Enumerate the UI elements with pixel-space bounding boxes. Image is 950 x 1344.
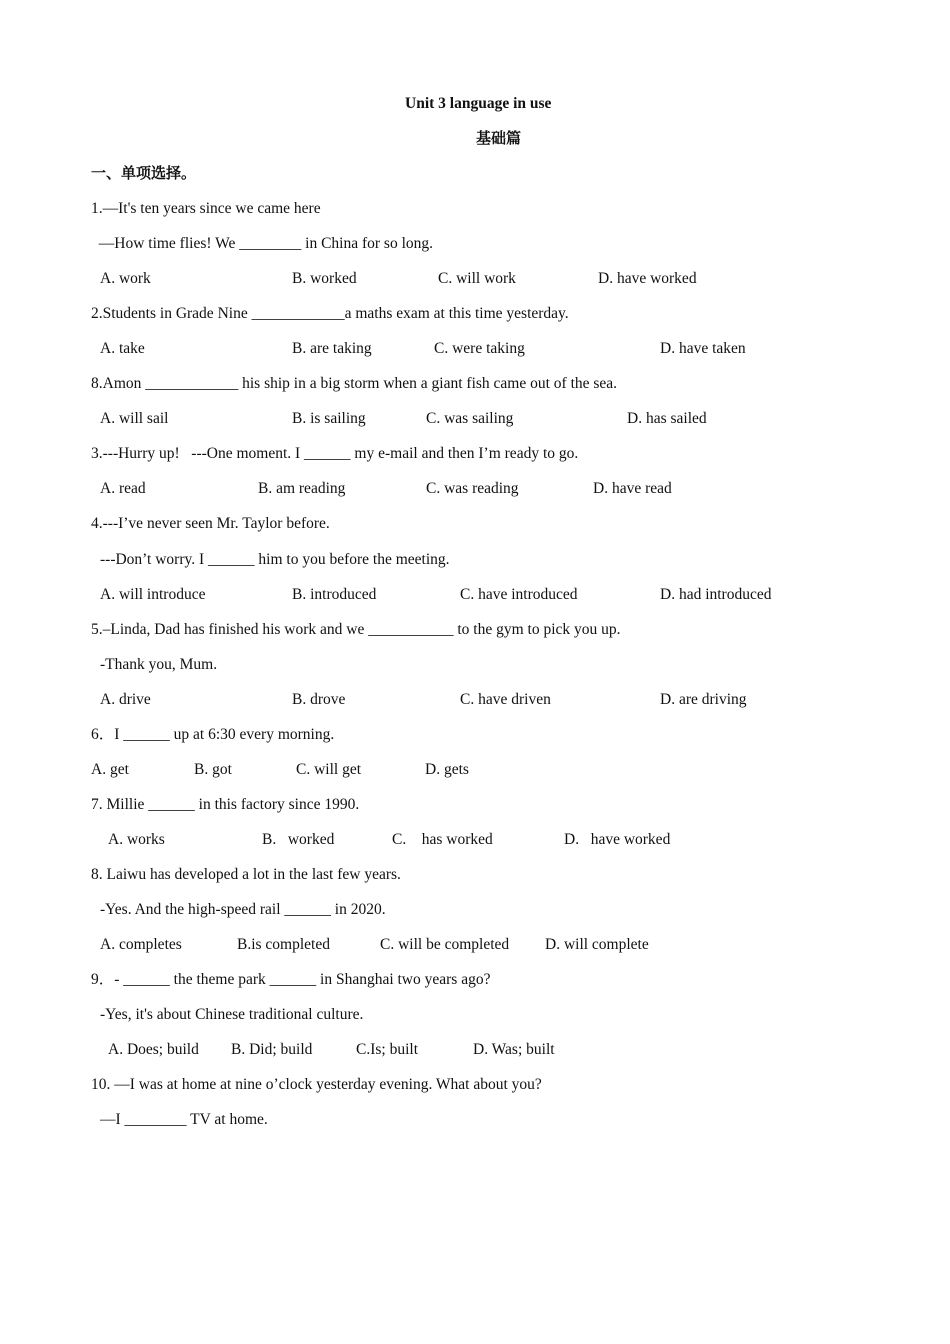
question-2-option-b: B. are taking	[292, 340, 372, 357]
question-8-option-a: A. completes	[100, 936, 182, 953]
question-7-option-d: D. have worked	[564, 831, 671, 848]
question-3-option-b: B. am reading	[258, 480, 346, 497]
page-title: Unit 3 language in use	[405, 95, 552, 112]
page-subtitle: 基础篇	[476, 129, 522, 147]
question-5-option-d: D. are driving	[660, 691, 747, 708]
question-5-option-a: A. drive	[100, 691, 151, 708]
question-amon-stem: 8.Amon ____________ his ship in a big storm when a giant fish came out of the sea.	[91, 375, 618, 392]
question-amon-option-c: C. was sailing	[426, 410, 514, 427]
question-8-option-d: D. will complete	[545, 936, 649, 953]
question-1-stem: 1.—It's ten years since we came here	[91, 200, 321, 217]
question-5-stem-2: -Thank you, Mum.	[100, 656, 218, 673]
question-8-option-b: B.is completed	[237, 936, 330, 953]
question-2-option-a: A. take	[100, 340, 145, 357]
question-9-option-d: D. Was; built	[473, 1041, 555, 1058]
question-9-stem-2: -Yes, it's about Chinese traditional culture.	[100, 1006, 364, 1023]
question-1-option-d: D. have worked	[598, 270, 697, 287]
question-amon-option-b: B. is sailing	[292, 410, 366, 427]
question-9-option-a: A. Does; build	[108, 1041, 199, 1058]
question-10-stem-2: —I ________ TV at home.	[100, 1111, 268, 1128]
question-1-option-a: A. work	[100, 270, 151, 287]
question-2-option-d: D. have taken	[660, 340, 746, 357]
question-4-option-d: D. had introduced	[660, 586, 772, 603]
question-4-stem: 4.---I’ve never seen Mr. Taylor before.	[91, 515, 330, 532]
question-4-option-b: B. introduced	[292, 586, 377, 603]
question-6-option-b: B. got	[194, 761, 232, 778]
question-2-stem: 2.Students in Grade Nine ____________a maths exam at this time yesterday.	[91, 305, 569, 322]
question-10-stem: 10. —I was at home at nine o’clock yesterday evening. What about you?	[91, 1076, 542, 1093]
question-3-option-c: C. was reading	[426, 480, 519, 497]
question-5-stem: 5.–Linda, Dad has finished his work and we ___________ to the gym to pick you up.	[91, 621, 621, 638]
question-6-stem: 6．I ______ up at 6:30 every morning.	[91, 726, 335, 743]
question-8-option-c: C. will be completed	[380, 936, 510, 953]
question-8-stem: 8. Laiwu has developed a lot in the last few years.	[91, 866, 401, 883]
question-2-option-c: C. were taking	[434, 340, 525, 357]
question-8-stem-2: -Yes. And the high-speed rail ______ in 2020.	[100, 901, 386, 918]
question-9-option-b: B. Did; build	[231, 1041, 313, 1058]
question-1-stem-2: —How time flies! We ________ in China for so long.	[91, 235, 434, 252]
question-3-option-d: D. have read	[593, 480, 672, 497]
section-heading: 一、单项选择。	[91, 164, 197, 182]
question-amon-option-d: D. has sailed	[627, 410, 707, 427]
question-7-stem: 7. Millie ______ in this factory since 1990.	[91, 796, 360, 813]
question-6-option-d: D. gets	[425, 761, 469, 778]
question-3-option-a: A. read	[100, 480, 146, 497]
question-6-option-c: C. will get	[296, 761, 362, 778]
question-7-option-b: B. worked	[262, 831, 335, 848]
question-5-option-c: C. have driven	[460, 691, 551, 708]
question-4-stem-2: ---Don’t worry. I ______ him to you before the meeting.	[100, 551, 450, 568]
question-3-stem: 3.---Hurry up! ---One moment. I ______ my e-mail and then I’m ready to go.	[91, 445, 579, 462]
question-4-option-a: A. will introduce	[100, 586, 206, 603]
question-amon-option-a: A. will sail	[100, 410, 169, 427]
question-7-option-c: C. has worked	[392, 831, 493, 848]
question-1-option-c: C. will work	[438, 270, 516, 287]
question-1-option-b: B. worked	[292, 270, 357, 287]
question-9-option-c: C.Is; built	[356, 1041, 419, 1058]
question-7-option-a: A. works	[108, 831, 165, 848]
question-9-stem: 9．- ______ the theme park ______ in Shanghai two years ago?	[91, 971, 491, 988]
question-6-option-a: A. get	[91, 761, 129, 778]
question-4-option-c: C. have introduced	[460, 586, 578, 603]
question-5-option-b: B. drove	[292, 691, 346, 708]
